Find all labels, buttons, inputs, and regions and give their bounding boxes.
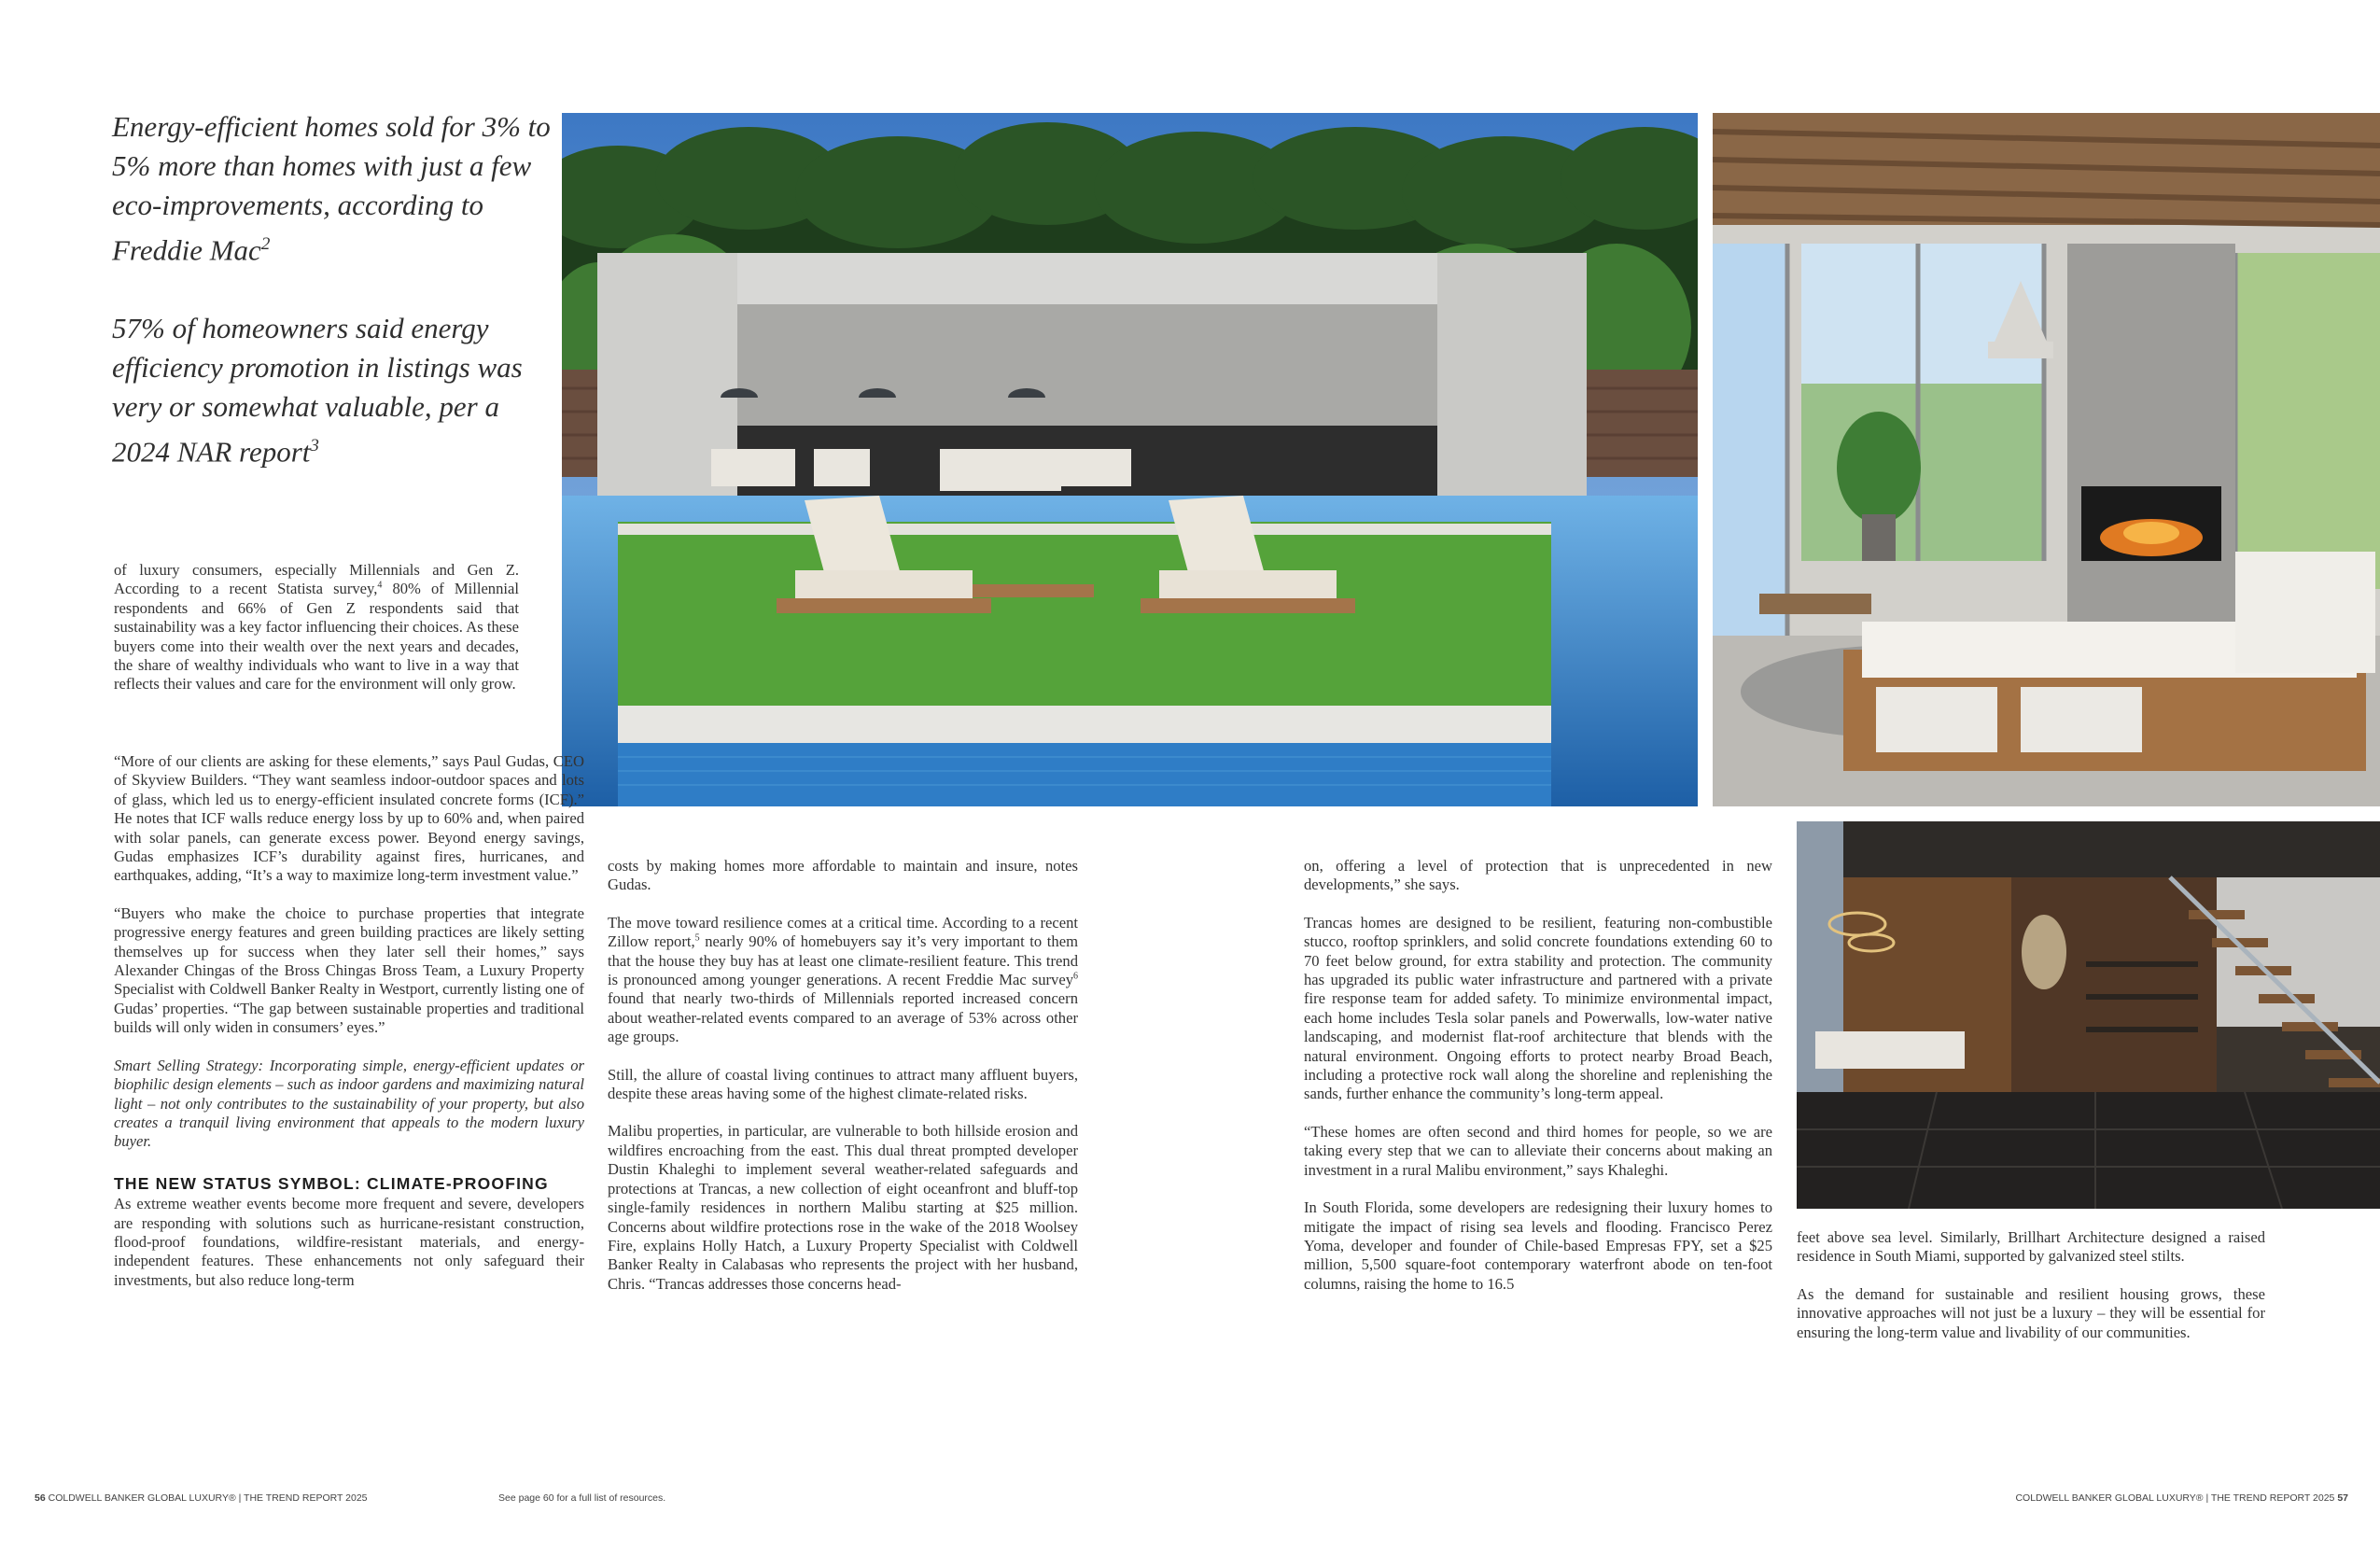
paragraph: “These homes are often second and third homes for people, so we are taking every step that we can to alleviate their concerns about making an investment in a rural Malibu environment,” says Khaleghi. [1304,1122,1772,1179]
smart-selling-strategy: Smart Selling Strategy: Incorporating simple, energy-efficient updates or biophilic design elements – such as indoor gardens and maximizing natural light – not only contributes to the sustainability of your property, but also creates a tranquil living environment that appeals to the modern luxury buyer. [114,1056,584,1151]
text-column-4 [1797,1228,2265,1361]
text-column-1-lower [114,752,584,1309]
footnote-ref: 2 [260,234,271,254]
footnote-ref: 4 [377,580,383,591]
text-column-1 [114,561,519,713]
paragraph: As extreme weather events become more frequent and severe, developers are responding with solutions such as hurricane-resistant construction, flood-proof foundations, wildfire-resistant materials, and energy-independent features. These enhancements not only safeguard their investments, but also reduce long-term [114,1195,584,1289]
paragraph: on, offering a level of protection that is unprecedented in new developments,” she says. [1304,857,1772,894]
text-column-3 [1304,857,1772,1312]
text-column-2 [608,857,1078,1312]
paragraph: Still, the allure of coastal living continues to attract many affluent buyers, despite these areas having some of the highest climate-related risks. [608,1065,1078,1103]
paragraph: feet above sea level. Similarly, Brillhart Architecture designed a raised residence in South Miami, supported by galvanized steel stilts. [1797,1228,2265,1266]
footer-right [2015,1492,2348,1504]
footnote-ref: 3 [310,436,319,456]
paragraph: Trancas homes are designed to be resilient, featuring non-combustible stucco, rooftop sprinklers, and solid concrete foundations extending 60 to 70 feet below ground, for extra stability and protection. The community has upgraded its public water infrastructure and partnered with a private fire response team for added safety. To minimize environmental impact, each home includes Tesla solar panels and Powerwalls, low-water native landscaping, and modernist flat-roof architecture that blends with the natural environment. Ongoing efforts to protect nearby Broad Beach, including a protective rock wall along the shoreline and replenishing the sands, further enhance the community’s long-term appeal. [1304,913,1772,1103]
page-number: 56 [35,1492,46,1504]
pool-pavilion-photo [562,113,1698,806]
publication-title: COLDWELL BANKER GLOBAL LUXURY® | THE TREND REPORT 2025 [2015,1492,2335,1504]
pull-quotes [112,107,551,472]
publication-title: COLDWELL BANKER GLOBAL LUXURY® | THE TREND REPORT 2025 [48,1492,368,1504]
resources-note: See page 60 for a full list of resources. [498,1492,666,1504]
paragraph: In South Florida, some developers are redesigning their luxury homes to mitigate the impact of rising sea levels and flooding. Francisco Perez Yoma, developer and founder of Chile-based Empresas FPY, set a $25 million, 5,500 square-foot contemporary waterfront abode on ten-foot columns, raising the home to 16.5 [1304,1198,1772,1293]
paragraph: The move toward resilience comes at a critical time. According to a recent Zillow report,$^5$ nearly 90% of homebuyers say it’s very important to them that the house they buy has at least one climate-resilient feature. This trend is pronounced among younger generations. A recent Freddie Mac survey$^6$ found that nearly two-thirds of Millennials reported increased concern about weather-related events compared to an average of 53% across other age groups. [608,913,1078,1046]
paragraph: “Buyers who make the choice to purchase properties that integrate progressive energy features and green building practices are likely setting themselves up for success when they later sell their homes,” says Alexander Chingas of the Bross Chingas Bross Team, a Luxury Property Specialist with Coldwell Banker Realty in Westport, currently listing one of Gudas’ properties. “The gap between sustainable properties and traditional builds will only widen in consumers’ eyes.” [114,904,584,1037]
living-room-fireplace-photo [1713,113,2380,806]
paragraph: As the demand for sustainable and resilient housing grows, these innovative approaches will not just be a luxury – they will be essential for ensuring the long-term value and livability of our communities. [1797,1284,2265,1341]
page-number: 57 [2337,1492,2348,1504]
paragraph: Malibu properties, in particular, are vulnerable to both hillside erosion and wildfires encroaching from the east. This dual threat prompted developer Dustin Khaleghi to implement several weather-related safeguards and protections at Trancas, a new collection of eight oceanfront and bluff-top single-family residences in northern Malibu starting at $25 million. Concerns about wildfire protections rose in the wake of the 2018 Woolsey Fire, explains Holly Hatch, a Luxury Property Specialist with Coldwell Banker Realty in Calabasas who represents the project with her husband, Chris. “Trancas addresses those concerns head- [608,1122,1078,1293]
footnote-ref: 5 [694,932,700,944]
paragraph: of luxury consumers, especially Millennials and Gen Z. According to a recent Statista survey,$^4$ 80% of Millennial respondents and 66% of Gen Z respondents said that sustainability was a key factor influencing their choices. As these buyers come into their wealth over the next years and decades, the share of wealthy individuals who want to live in a way that reflects their values and care for the environment will only grow. [114,561,519,693]
pull-quote-nar: 57% of homeowners said energy efficiency promotion in listings was very or somewhat valuable, per a 2024 NAR report$^3$ [112,312,523,469]
paragraph: costs by making homes more affordable to maintain and insure, notes Gudas. [608,857,1078,894]
footer-left [35,1492,368,1504]
section-heading: THE NEW STATUS SYMBOL: CLIMATE-PROOFING [114,1173,549,1193]
footnote-ref: 6 [1073,971,1078,982]
pull-quote-freddie-mac: Energy-efficient homes sold for 3% to 5% more than homes with just a few eco-improvements, according to Freddie Mac$^2$ [112,110,551,267]
paragraph: “More of our clients are asking for these elements,” says Paul Gudas, CEO of Skyview Builders. “They want seamless indoor-outdoor spaces and lots of glass, which led us to energy-efficient insulated concrete forms (ICF).” He notes that ICF walls reduce energy loss by up to 60% and, when paired with solar panels, can generate excess power. Beyond energy savings, Gudas emphasizes ICF’s durability against fires, hurricanes, and earthquakes, adding, “It’s a way to maximize long-term investment value.” [114,752,584,885]
staircase-interior-photo [1797,821,2380,1209]
